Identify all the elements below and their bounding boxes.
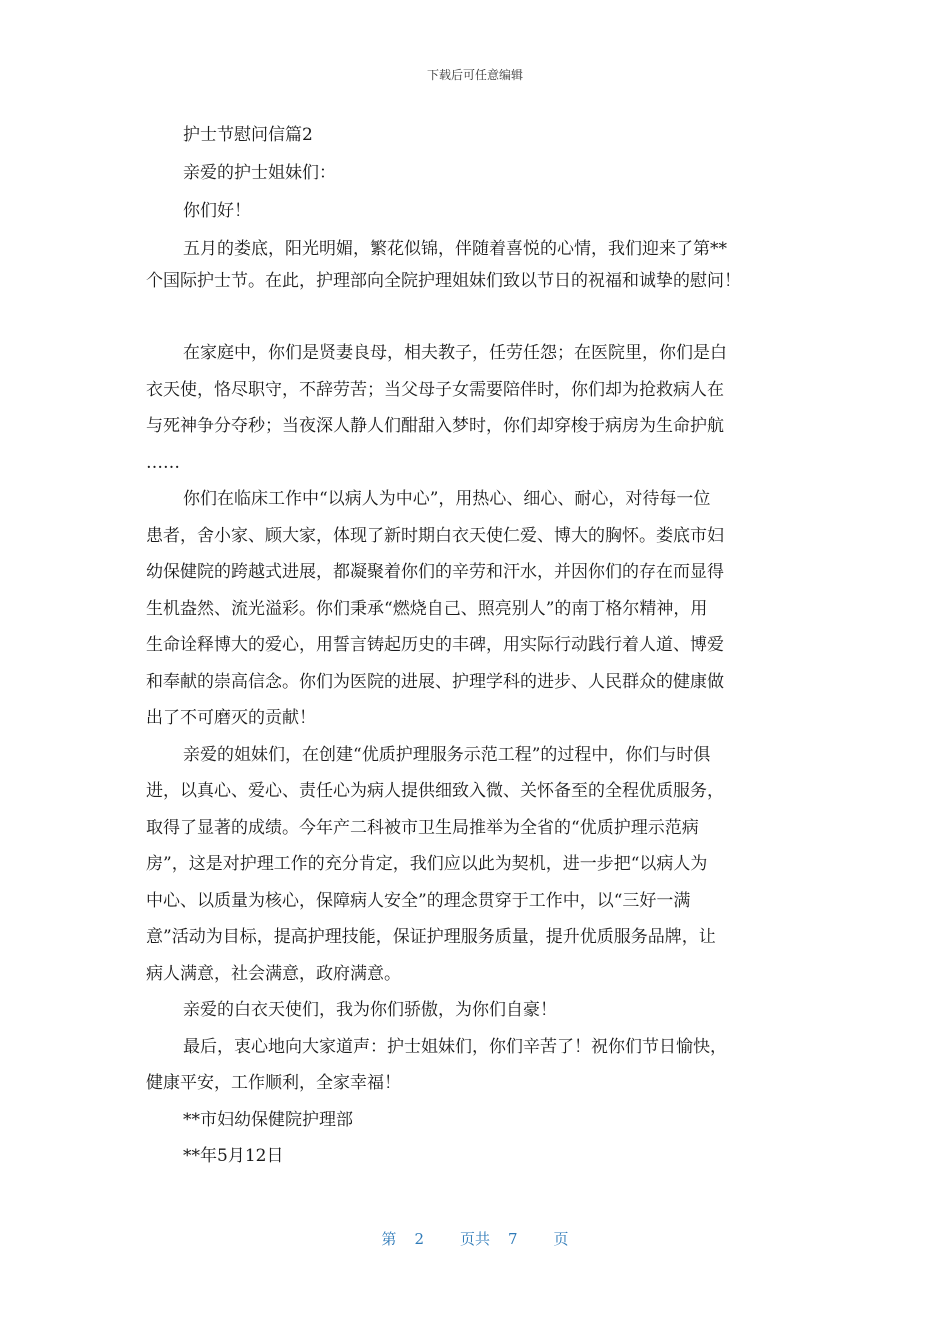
paragraph-line: 取得了显著的成绩。今年产二科被市卫生局推举为全省的“优质护理示范病 (146, 817, 699, 838)
letter-closing (146, 1102, 806, 1175)
paragraph-line: 亲爱的白衣天使们，我为你们骄傲，为你们自豪！ (183, 1000, 557, 1020)
page-unit: 页 (553, 1230, 569, 1248)
paragraph-line: 病人满意，社会满意，政府满意。 (146, 963, 401, 984)
total-label: 页共 (459, 1230, 490, 1248)
paragraph-line: 中心、以质量为核心，保障病人安全”的理念贯穿于工作中，以“三好一满 (146, 890, 691, 911)
paragraph-line: 生机盎然、流光溢彩。你们秉承“燃烧自己、照亮别人”的南丁格尔精神，用 (146, 598, 708, 619)
page-number: 2 (414, 1230, 424, 1248)
letter-greeting: 你们好！ (183, 201, 251, 221)
paragraph-line: 进，以真心、爱心、责任心为病人提供细致入微、关怀备至的全程优质服务， (146, 781, 724, 801)
paragraph-line: 健康平安，工作顺利，全家幸福！ (146, 1073, 401, 1093)
letter-title: 护士节慰问信篇2 (183, 125, 313, 145)
total-pages: 7 (508, 1230, 518, 1248)
paragraph-line: 最后，衷心地向大家道声：护士姐妹们，你们辛苦了！祝你们节日愉快， (183, 1036, 727, 1057)
paragraph-line: 你们在临床工作中“以病人为中心”，用热心、细心、耐心，对待每一位 (183, 489, 711, 509)
paragraph-line: 患者，舍小家、顾大家，体现了新时期白衣天使仁爱、博大的胸怀。娄底市妇 (146, 525, 724, 546)
letter-signature: **市妇幼保健院护理部 (183, 1109, 353, 1130)
letter-body (146, 119, 806, 1175)
letter-salutation: 亲爱的护士姐妹们： (183, 163, 336, 183)
paragraph-line: …… (146, 452, 180, 473)
paragraph-line: 房”，这是对护理工作的充分肯定，我们应以此为契机，进一步把“以病人为 (146, 854, 708, 874)
paragraph-line: 意”活动为目标，提高护理技能，保证护理服务质量，提升优质服务品牌，让 (146, 927, 716, 947)
paragraph-line: 和奉献的崇高信念。你们为医院的进展、护理学科的进步、人民群众的健康做 (146, 671, 724, 692)
paragraph-line: 出了不可磨灭的贡献！ (146, 708, 316, 728)
paragraph-line: 个国际护士节。在此，护理部向全院护理姐妹们致以节日的祝福和诚挚的慰问！ (146, 271, 741, 291)
paragraph-3 (146, 481, 806, 737)
letter-date: **年5月12日 (183, 1146, 284, 1166)
page-label: 第 (381, 1230, 397, 1248)
paragraph-2 (146, 335, 806, 481)
paragraph-1 (146, 231, 806, 299)
paragraph-line: 亲爱的姐妹们，在创建“优质护理服务示范工程”的过程中，你们与时俱 (183, 744, 711, 765)
paragraph-4 (146, 737, 806, 993)
paragraph-line: 与死神争分夺秒；当夜深人静人们酣甜入梦时，你们却穿梭于病房为生命护航 (146, 416, 724, 436)
page-header-note: 下载后可任意编辑 (426, 68, 523, 82)
paragraph-line: 幼保健院的跨越式进展，都凝聚着你们的辛劳和汗水，并因你们的存在而显得 (146, 562, 724, 582)
paragraph-line: 衣天使，恪尽职守，不辞劳苦；当父母子女需要陪伴时，你们却为抢救病人在 (146, 379, 724, 400)
paragraph-6 (146, 1029, 806, 1102)
paragraph-line: 在家庭中，你们是贤妻良母，相夫教子，任劳任怨；在医院里，你们是白 (183, 343, 727, 363)
page-footer (0, 1228, 950, 1249)
paragraph-line: 生命诠释博大的爱心，用誓言铸起历史的丰碑，用实际行动践行着人道、博爱 (146, 635, 724, 655)
paragraph-5 (146, 992, 806, 1029)
paragraph-line: 五月的娄底，阳光明媚，繁花似锦，伴随着喜悦的心情，我们迎来了第** (183, 239, 727, 259)
